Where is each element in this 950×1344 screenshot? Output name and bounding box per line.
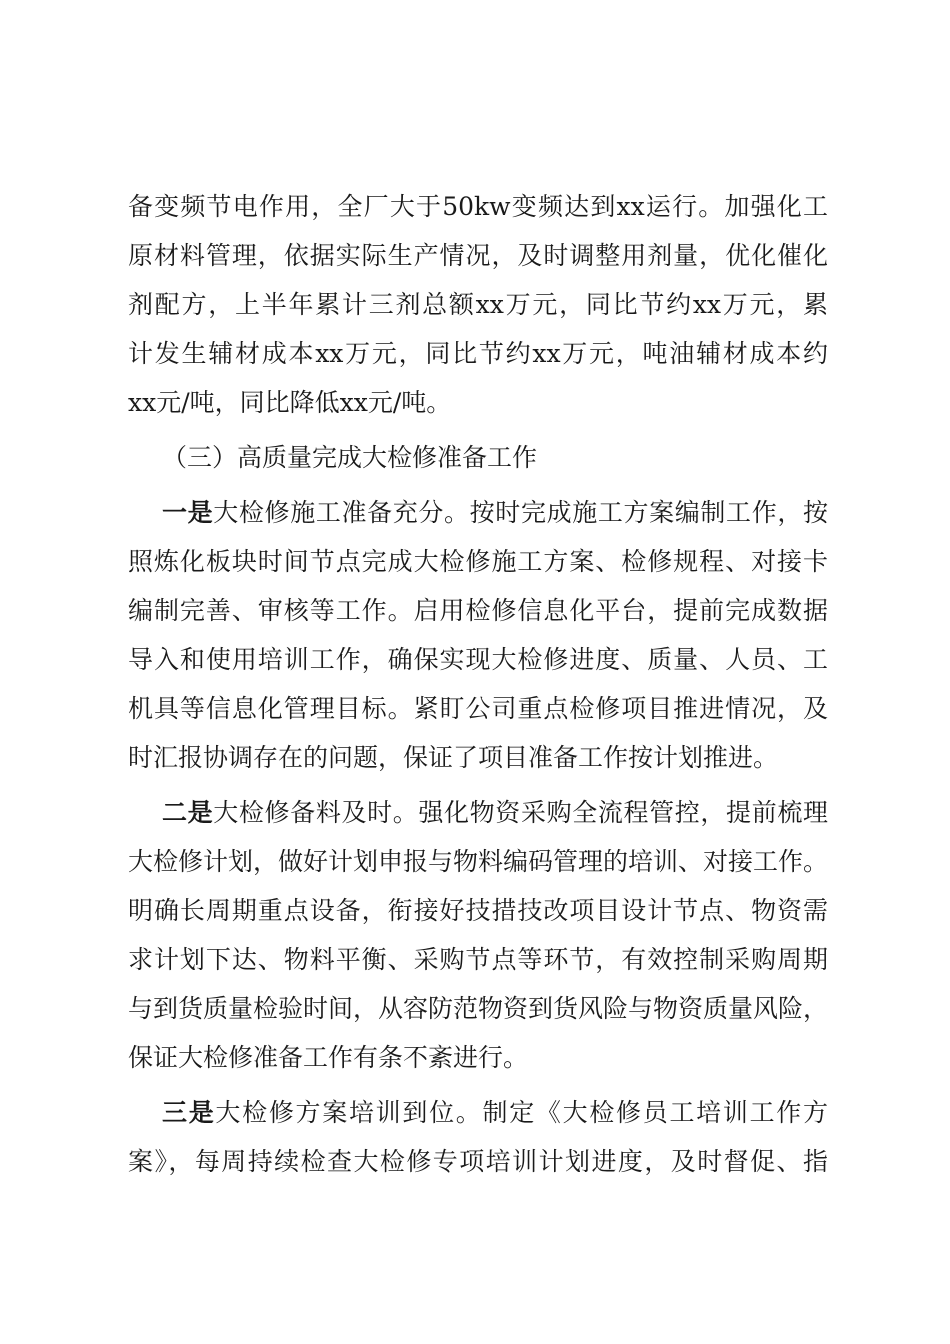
paragraph-lead: 二是 [162,798,214,827]
text-line: 编制完善、审核等工作。启用检修信息化平台，提前完成数据 [128,596,828,625]
text-line: 计发生辅材成本xx万元，同比节约xx万元，吨油辅材成本约 [128,339,828,368]
paragraph-cost-control [128,182,828,427]
text-line: 时汇报协调存在的问题，保证了项目准备工作按计划推进。 [128,743,779,772]
paragraph-materials [128,788,828,1082]
text-line: 保证大检修准备工作有条不紊进行。 [128,1043,529,1072]
text-line: 案》，每周持续检查大检修专项培训计划进度，及时督促、指 [128,1147,828,1176]
paragraph-lead-rest: 大检修施工准备充分。按时完成施工方案编制工作，按 [213,498,828,527]
paragraph-lead: 三是 [162,1098,216,1127]
text-line: 机具等信息化管理目标。紧盯公司重点检修项目推进情况，及 [128,694,828,723]
section-heading: （三）高质量完成大检修准备工作 [162,443,538,472]
text-line: 明确长周期重点设备，衔接好技措技改项目设计节点、物资需 [128,896,828,925]
text-line [128,788,828,837]
paragraph-training [128,1088,828,1186]
text-line [128,488,828,537]
text-line: 剂配方，上半年累计三剂总额xx万元，同比节约xx万元，累 [128,290,828,319]
text-line: 备变频节电作用，全厂大于50kw变频达到xx运行。加强化工 [128,192,828,221]
paragraph-lead: 一是 [162,498,214,527]
document-body [128,182,828,1186]
paragraph-lead-rest: 大检修备料及时。强化物资采购全流程管控，提前梳理 [213,798,828,827]
text-line: 与到货质量检验时间，从容防范物资到货风险与物资质量风险， [128,994,828,1023]
text-line: 照炼化板块时间节点完成大检修施工方案、检修规程、对接卡 [128,547,828,576]
text-line: xx元/吨，同比降低xx元/吨。 [128,388,452,417]
text-line: 求计划下达、物料平衡、采购节点等环节，有效控制采购周期 [128,945,828,974]
text-line: 原材料管理，依据实际生产情况，及时调整用剂量，优化催化 [128,241,828,270]
text-line [128,1088,828,1137]
text-line: 导入和使用培训工作，确保实现大检修进度、质量、人员、工 [128,645,828,674]
paragraph-lead-rest: 大检修方案培训到位。制定《大检修员工培训工作方 [215,1098,828,1127]
paragraph-construction-prep [128,488,828,782]
text-line: 大检修计划，做好计划申报与物料编码管理的培训、对接工作。 [128,847,828,876]
